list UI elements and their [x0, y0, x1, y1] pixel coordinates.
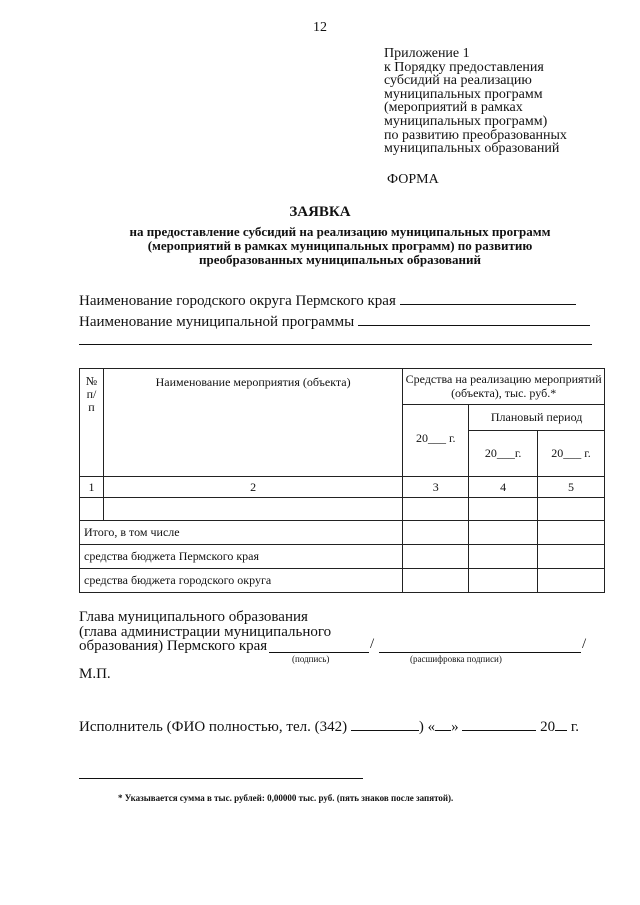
header-name: Наименование мероприятия (объекта) [103, 369, 402, 477]
col-number: 3 [403, 477, 469, 498]
header-num: № п/п [80, 369, 104, 477]
document-title: ЗАЯВКА [289, 204, 351, 220]
col-number: 5 [538, 477, 605, 498]
appendix-block [384, 47, 567, 156]
header-funds: Средства на реализацию мероприятий (объекта), тыс. руб.* [403, 369, 605, 405]
executor-line [79, 718, 579, 736]
stamp-label: М.П. [79, 666, 111, 682]
executor-label: Исполнитель (ФИО полностью, тел. (342) [79, 719, 348, 735]
table-cell[interactable] [80, 498, 104, 521]
col-number: 1 [80, 477, 104, 498]
table-header-row [80, 369, 605, 405]
page-number: 12 [313, 20, 327, 35]
table-row [80, 545, 605, 569]
row-label-city-budget: средства бюджета городского округа [80, 569, 403, 593]
appendix-line: Приложение 1 [384, 46, 470, 61]
subtitle-line: преобразованных муниципальных образований [199, 252, 481, 267]
col-number: 4 [469, 477, 538, 498]
appendix-line: (мероприятий в рамках [384, 100, 523, 116]
signature-line: Глава муниципального образования [79, 609, 308, 625]
appendix-line: муниципальных образований [384, 141, 560, 157]
table-row [80, 521, 605, 545]
appendix-line: муниципальных программ) [384, 113, 548, 129]
phone-blank[interactable] [351, 718, 419, 731]
funding-table [79, 368, 605, 593]
table-cell[interactable] [469, 498, 538, 521]
header-planned: Плановый период [469, 405, 605, 431]
month-blank[interactable] [462, 718, 536, 731]
city-district-label: Наименование городского округа Пермского края [79, 293, 396, 309]
table-cell[interactable] [469, 569, 538, 593]
program-field [79, 313, 590, 331]
program-blank[interactable] [358, 313, 590, 326]
signature-line: (глава администрации муниципального [79, 623, 332, 640]
table-cell[interactable] [403, 569, 469, 593]
quote-close: » [451, 719, 459, 735]
signature-line: образования) Пермского края [79, 638, 268, 654]
header-year-current: 20___ г. [403, 405, 469, 477]
year-suffix: г. [567, 719, 580, 735]
appendix-line: субсидий на реализацию [384, 73, 532, 89]
appendix-line: к Порядку предоставления [384, 59, 544, 75]
table-cell[interactable] [538, 569, 605, 593]
table-cell[interactable] [538, 545, 605, 569]
signature-decode-blank[interactable] [379, 652, 581, 653]
header-year-plan1: 20___г. [469, 431, 538, 477]
table-cell[interactable] [538, 498, 605, 521]
table-cell[interactable] [403, 498, 469, 521]
table-cell[interactable] [103, 498, 402, 521]
slash: / [370, 636, 375, 652]
city-district-blank[interactable] [400, 292, 576, 305]
city-district-field [79, 292, 576, 310]
row-label-total: Итого, в том числе [80, 521, 403, 545]
row-label-regional-budget: средства бюджета Пермского края [80, 545, 403, 569]
subtitle-line: на предоставление субсидий на реализацию муниципальных программ [129, 224, 551, 239]
appendix-line: муниципальных программ [384, 86, 543, 102]
footnote-separator [79, 778, 363, 779]
subtitle-line: (мероприятий в рамках муниципальных программ) по развитию [147, 238, 533, 253]
document-subtitle [60, 225, 620, 267]
slash: / [582, 636, 587, 652]
year-blank[interactable] [555, 718, 567, 731]
decode-caption: (расшифровка подписи) [410, 654, 502, 664]
sign-caption: (подпись) [292, 654, 330, 664]
header-year-plan2: 20___ г. [538, 431, 605, 477]
table-cell[interactable] [403, 521, 469, 545]
appendix-line: по развитию преобразованных [384, 127, 567, 143]
program-label: Наименование муниципальной программы [79, 314, 355, 330]
col-number: 2 [103, 477, 402, 498]
program-blank-continuation[interactable] [79, 344, 592, 345]
signature-block [79, 610, 331, 654]
day-blank[interactable] [435, 718, 451, 731]
table-row [80, 569, 605, 593]
form-label: ФОРМА [387, 172, 439, 187]
table-cell[interactable] [469, 521, 538, 545]
table-cell[interactable] [469, 545, 538, 569]
year-prefix: 20 [540, 719, 556, 735]
quote-open: ) « [418, 719, 436, 735]
table-row [80, 498, 605, 521]
table-cell[interactable] [538, 521, 605, 545]
footnote: * Указывается сумма в тыс. рублей: 0,00000 тыс. руб. (пять знаков после запятой). [118, 793, 454, 803]
signature-blank[interactable] [269, 652, 369, 653]
table-row-numbers [80, 477, 605, 498]
table-cell[interactable] [403, 545, 469, 569]
